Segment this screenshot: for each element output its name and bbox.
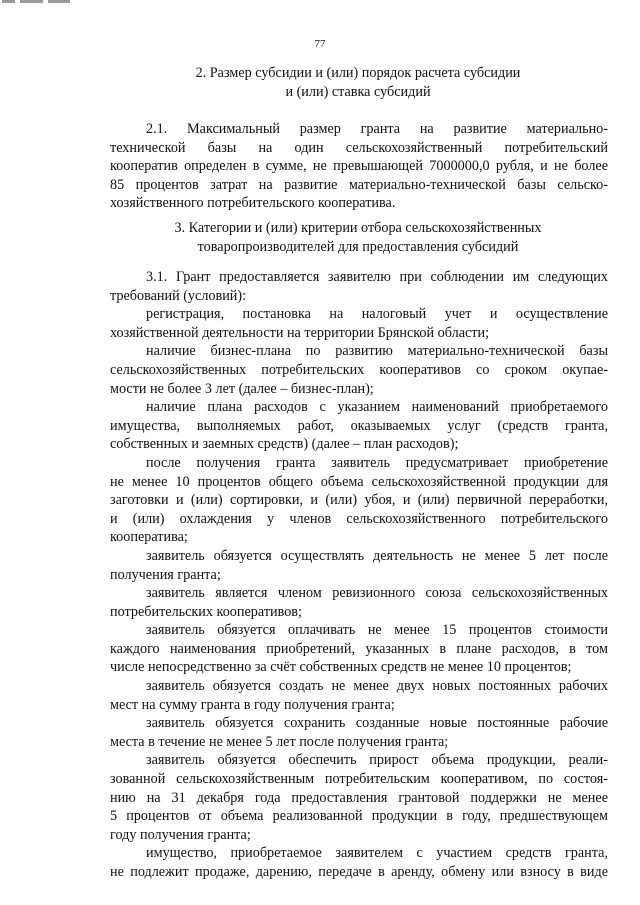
paragraph xyxy=(110,751,608,844)
paragraph xyxy=(110,305,608,342)
heading-line: товаропроизводителей для предоставления субсидий xyxy=(197,239,519,255)
text-line: 3.1. Грант предоставляется заявителю при соблюдении им следующих xyxy=(146,269,608,285)
text-line: получения гранта; xyxy=(110,566,221,583)
section-3-body xyxy=(110,268,608,882)
paragraph xyxy=(110,677,608,714)
text-line: 85 процентов затрат на развитие материально-технической базы сельско- xyxy=(110,176,608,193)
paragraph xyxy=(110,584,608,621)
text-line: заявитель обязуется сохранить созданные новые постоянные рабочие xyxy=(146,715,608,732)
section-3-heading xyxy=(108,219,608,257)
text-line: технической базы на один сельскохозяйственный потребительский xyxy=(110,139,608,156)
text-line: хозяйственного потребительского кооператива. xyxy=(110,195,396,212)
text-line: году получения гранта; xyxy=(110,826,251,843)
text-line: и (или) охлаждения у членов сельскохозяйственного потребительского xyxy=(110,510,608,527)
text-line: 5 процентов от объема реализованной продукции в году, предшествующем xyxy=(110,808,608,825)
paragraph xyxy=(110,268,608,305)
text-line: заготовки и (или) сортировки, и (или) убоя, и (или) первичной переработки, xyxy=(110,492,608,509)
text-line: наличие плана расходов с указанием наименований приобретаемого xyxy=(146,399,608,416)
text-line: наличие бизнес-плана по развитию материально-технической базы xyxy=(146,343,608,360)
page-number: 77 xyxy=(314,38,326,50)
paragraph xyxy=(110,398,608,454)
text-line: каждого наименования приобретений, указанных в плане расходов, в том xyxy=(110,640,608,657)
text-line: не подлежит продаже, дарению, передаче в аренду, обмену или взносу в виде xyxy=(110,864,608,880)
text-line: сельскохозяйственных потребительских кооперативов со сроком окупае- xyxy=(110,361,608,378)
text-line: мости не более 3 лет (далее – бизнес-план); xyxy=(110,380,374,397)
text-line: заявитель обязуется обеспечить прирост объема продукции, реали- xyxy=(146,752,608,769)
paragraph xyxy=(110,844,608,881)
text-line: собственных и заемных средств) (далее – план расходов); xyxy=(110,436,459,453)
heading-line: 2. Размер субсидии и (или) порядок расчета субсидии xyxy=(195,65,521,81)
text-line: числе непосредственно за счёт собственных средств не менее 10 процентов; xyxy=(110,659,572,676)
text-line: имущество, приобретаемое заявителем с участием средств гранта, xyxy=(146,845,608,862)
text-line: заявитель является членом ревизионного союза сельскохозяйственных xyxy=(146,585,608,602)
text-line: потребительских кооперативов; xyxy=(110,603,302,620)
text-line: зованной сельскохозяйственным потребительским кооперативом, по состоя- xyxy=(110,771,608,788)
paragraph-2-1 xyxy=(110,120,608,213)
text-line: заявитель обязуется осуществлять деятельность не менее 5 лет после xyxy=(146,547,608,564)
text-line: имущества, выполняемых работ, оказываемых услуг (средств гранта, xyxy=(110,417,608,434)
text-line: требований (условий): xyxy=(110,287,247,304)
text-line: нию на 31 декабря года предоставления грантовой поддержки не менее xyxy=(110,789,608,806)
text-line: хозяйственной деятельности на территории Брянской области; xyxy=(110,324,490,341)
paragraph xyxy=(110,547,608,584)
paragraph xyxy=(110,621,608,677)
heading-line: и (или) ставка субсидий xyxy=(285,84,431,100)
section-2-heading xyxy=(108,64,608,102)
text-line: регистрация, постановка на налоговый учет и осуществление xyxy=(146,306,608,323)
text-line: мест на сумму гранта в году получения гранта; xyxy=(110,696,395,713)
text-line: места в течение не менее 5 лет после получения гранта; xyxy=(110,733,449,750)
text-line: кооператива; xyxy=(110,529,188,546)
text-line: не менее 10 процентов общего объема сельскохозяйственной продукции для xyxy=(110,473,608,490)
text-line: кооператив определен в сумме, не превышающей 7000000,0 рубля, и не более xyxy=(110,158,608,175)
text-line: заявитель обязуется оплачивать не менее 15 процентов стоимости xyxy=(146,622,608,639)
text-line: заявитель обязуется создать не менее двух новых постоянных рабочих xyxy=(146,678,608,695)
paragraph xyxy=(110,714,608,751)
paragraph xyxy=(110,342,608,398)
text-line: 2.1. Максимальный размер гранта на развитие материально- xyxy=(146,121,608,137)
text-line: после получения гранта заявитель предусматривает приобретение xyxy=(146,454,608,471)
paragraph xyxy=(110,454,608,547)
heading-line: 3. Категории и (или) критерии отбора сельскохозяйственных xyxy=(174,220,542,236)
